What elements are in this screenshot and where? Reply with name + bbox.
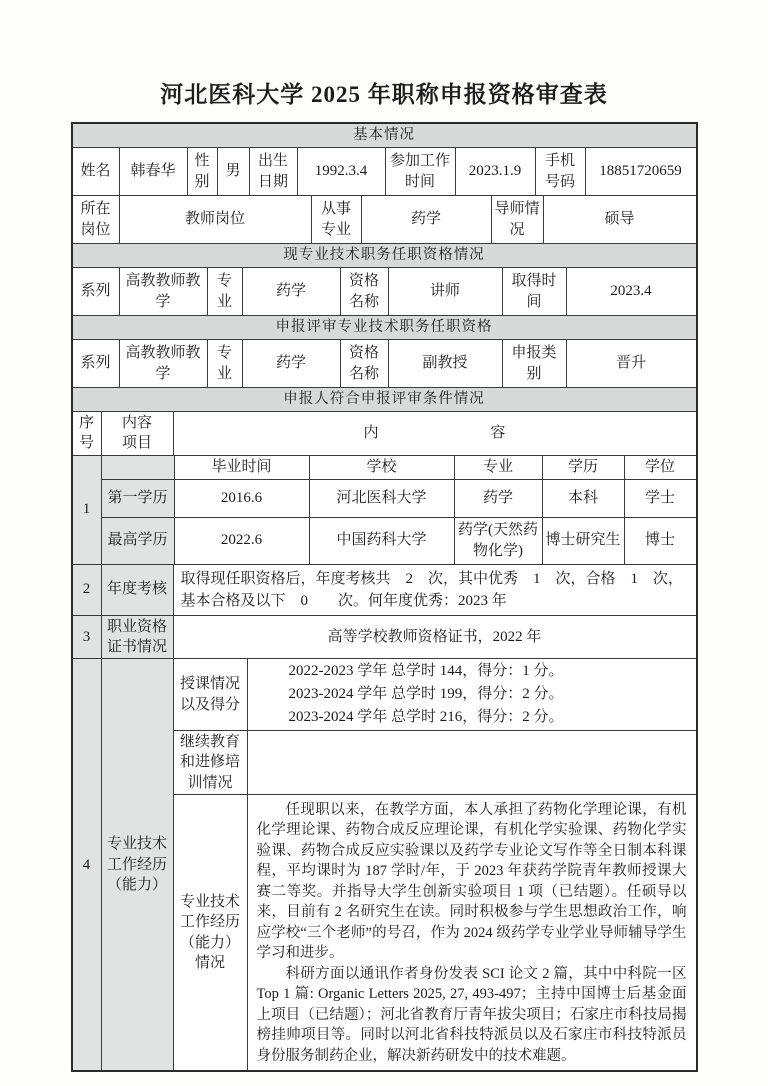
phone-value: 18851720659 — [585, 148, 696, 195]
apply-category-value: 晋升 — [566, 340, 696, 387]
basic-row-identity — [73, 148, 696, 196]
teaching-score-line-1: 2022-2023 学年 总学时 144，得分：1 分。 — [288, 663, 564, 679]
apply-major-value: 药学 — [242, 340, 340, 387]
education-header-degree: 学位 — [624, 456, 696, 479]
first-degree-major: 药学 — [454, 480, 542, 517]
teaching-score-content — [247, 659, 696, 730]
education-row-number: 1 — [73, 456, 101, 564]
apply-qualification-label: 资格名称 — [340, 340, 388, 387]
apply-category-label: 申报类别 — [502, 340, 566, 387]
birth-date-label: 出生日期 — [249, 148, 297, 195]
work-experience-label: 专业技术工作经历（能力）情况 — [179, 894, 240, 971]
post-value: 教师岗位 — [119, 196, 311, 243]
teaching-score-line-2: 2023-2024 学年 总学时 199，得分：2 分。 — [288, 686, 564, 702]
first-degree-edu-level: 本科 — [542, 480, 624, 517]
experience-row-label: 专业技术工作经历（能力） — [101, 659, 173, 1070]
obtain-time-value: 2023.4 — [566, 268, 696, 315]
education-header-subrow — [102, 456, 696, 480]
experience-row-number: 4 — [73, 659, 101, 1070]
work-experience-content — [247, 795, 696, 1071]
apply-major-label: 专业 — [207, 340, 242, 387]
name-value: 韩春华 — [119, 148, 187, 195]
first-degree-degree: 学士 — [624, 480, 696, 517]
work-start-label: 参加工作时间 — [385, 148, 455, 195]
work-start-value: 2023.1.9 — [455, 148, 535, 195]
certificate-label: 职业资格证书情况 — [101, 616, 173, 659]
annual-assessment-content: 取得现任职资格后，年度考核共 2 次，其中优秀 1 次，合格 1 次，基本合格及以下 0 次。何年度优秀：2023 年 — [180, 570, 684, 609]
col-header-item-line1: 内容 — [121, 415, 152, 431]
birth-date-value: 1992.3.4 — [297, 148, 385, 195]
highest-degree-school: 中国药科大学 — [309, 518, 454, 564]
current-qualification-value: 讲师 — [388, 268, 502, 315]
col-header-no: 序号 — [78, 415, 94, 452]
work-experience-paragraph-research: 科研方面以通讯作者身份发表 SCI 论文 2 篇，其中中科院一区 Top 1 篇: Organic Letters 2025, 27, 493-497；主持中国博士后基金面上项目（已结题）；河北省教育厅青年拔尖项目；石家庄市科技局揭榜挂帅项目等。同时以河北省科技特派员以及石家庄市科技特派员身份服务制药企业，解决新药研发中的技术难题。 — [256, 965, 687, 1064]
annual-assessment-label: 年度考核 — [101, 565, 173, 615]
col-header-content-right: 容 — [490, 425, 506, 442]
highest-degree-edu-level: 博士研究生 — [542, 518, 624, 564]
education-corner-cell — [102, 456, 174, 479]
experience-subtable — [173, 659, 696, 1070]
current-title-row — [73, 268, 696, 316]
phone-label: 手机号码 — [535, 148, 585, 195]
post-label: 所在岗位 — [80, 201, 111, 238]
experience-row-group — [73, 659, 696, 1070]
first-degree-row — [102, 480, 696, 518]
apply-qualification-value: 副教授 — [388, 340, 502, 387]
gender-value: 男 — [217, 148, 249, 195]
col-header-content — [173, 412, 696, 455]
obtain-time-label: 取得时间 — [502, 268, 566, 315]
highest-degree-major: 药学(天然药物化学) — [454, 518, 542, 564]
section-current-title-header: 现专业技术职务任职资格情况 — [73, 244, 696, 267]
education-header-edu-level: 学历 — [542, 456, 624, 479]
current-qualification-label: 资格名称 — [340, 268, 388, 315]
apply-series-label: 系列 — [80, 355, 111, 372]
training-subrow — [174, 731, 696, 795]
education-header-school: 学校 — [309, 456, 454, 479]
section-basic-info — [73, 124, 696, 148]
col-header-item-line2: 项目 — [121, 435, 152, 452]
section-current-title — [73, 244, 696, 268]
teaching-score-line-3: 2023-2024 学年 总学时 216，得分：2 分。 — [288, 709, 564, 725]
teaching-score-label: 授课情况以及得分 — [179, 676, 240, 713]
highest-degree-row — [102, 518, 696, 564]
certificate-content: 高等学校教师资格证书，2022 年 — [173, 616, 696, 659]
section-conditions-header: 申报人符合申报评审条件情况 — [73, 388, 696, 411]
review-form-table — [71, 122, 698, 1072]
work-experience-paragraph-teaching: 任现职以来，在教学方面，本人承担了药物化学理论课，有机化学理论课、药物合成反应理论课，有机化学实验课、药物化学实验课、药物合成反应实验课以及药学专业论文写作等全日制本科课程，平均课时为 187 学时/年，于 2023 年获药学院青年教师授课大赛二等奖。并指导大学生创新实验项目 1 项（已结题）。任硕导以来，目前有 2 名研究生在读。同时积极参与学生思想政治工作，响应学校“三个老师”的号召，作为 2024 级药学专业学业导师辅导学生学习和进步。 — [256, 801, 687, 962]
education-header-major: 专业 — [454, 456, 542, 479]
first-degree-label: 第一学历 — [102, 480, 174, 517]
gender-label: 性别 — [187, 148, 217, 195]
annual-assessment-row — [73, 565, 696, 616]
highest-degree-label: 最高学历 — [102, 518, 174, 564]
training-label: 继续教育和进修培训情况 — [179, 734, 240, 791]
major-label: 从事专业 — [311, 196, 361, 243]
highest-degree-degree: 博士 — [624, 518, 696, 564]
first-degree-time: 2016.6 — [174, 480, 309, 517]
major-value: 药学 — [361, 196, 491, 243]
section-basic-info-header: 基本情况 — [73, 124, 696, 147]
col-header-item — [101, 412, 173, 455]
teaching-score-subrow — [174, 659, 696, 731]
education-subtable — [101, 456, 696, 564]
name-label: 姓名 — [80, 163, 111, 180]
mentor-status-label: 导师情况 — [491, 196, 543, 243]
training-content — [247, 731, 696, 794]
section-conditions — [73, 388, 696, 412]
current-major-label: 专业 — [207, 268, 242, 315]
work-experience-subrow — [174, 795, 696, 1071]
education-header-grad-time: 毕业时间 — [174, 456, 309, 479]
apply-title-row — [73, 340, 696, 388]
first-degree-school: 河北医科大学 — [309, 480, 454, 517]
annual-assessment-number: 2 — [73, 565, 101, 615]
current-series-label: 系列 — [80, 283, 111, 300]
section-apply-title — [73, 316, 696, 340]
basic-row-position — [73, 196, 696, 244]
certificate-row — [73, 616, 696, 660]
annual-assessment-content-cell — [173, 565, 696, 615]
page-title: 河北医科大学 2025 年职称申报资格审查表 — [160, 82, 608, 107]
mentor-status-value: 硕导 — [543, 196, 696, 243]
current-series-value: 高教教师教学 — [119, 268, 207, 315]
certificate-number: 3 — [73, 616, 101, 659]
highest-degree-time: 2022.6 — [174, 518, 309, 564]
section-apply-title-header: 申报评审专业技术职务任职资格 — [73, 316, 696, 339]
education-row-group — [73, 456, 696, 565]
conditions-column-header-row — [73, 412, 696, 456]
current-major-value: 药学 — [242, 268, 340, 315]
col-header-content-left: 内 — [363, 425, 379, 442]
apply-series-value: 高教教师教学 — [119, 340, 207, 387]
